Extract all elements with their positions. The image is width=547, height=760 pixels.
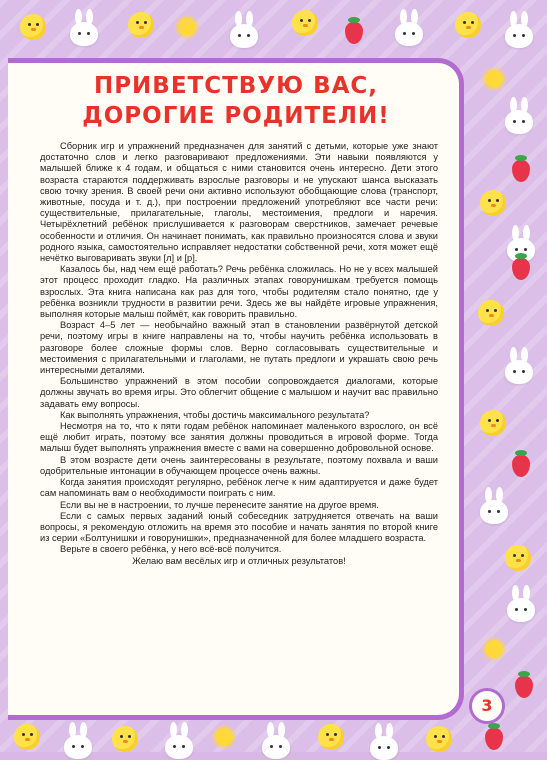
bunny-icon (64, 735, 92, 759)
bunny-icon (505, 360, 533, 384)
paragraph: Сборник игр и упражнений предназначен для занятий с детьми, которые уже знают достаточно слов и легко разговаривают предложениями. Эти навыки появляются у малышей ближе к 4 годам, и общаться с ними становится очень интересно. Дети этого возраста стараются поддерживать взрослые разговоры и не упускают шанса высказать свою точку зрения. В своей речи они активно используют обобщающие слова (транспорт, животные, посуда и т. д.), при построении предложений употребляют все части речи: существительные, прилагательные, глаголы, местоимения, предлоги и наречия. Четырёхлетний ребёнок прислушивается к разговорам сверстников, замечает речевые особенности и отличия. Он начинает понимать, как правильно произносятся слова и звуки родного языка, самостоятельно исправляет недостатки собственной речи, хотя может ещё нечётко выговаривать звуки [л] и [р]. (40, 141, 438, 264)
paragraph: Большинство упражнений в этом пособии сопровождается диалогами, которые должны звучать во время игры. Это облегчит общение с малышом и научит вас правильно задавать ему вопросы. (40, 376, 438, 409)
bunny-icon (165, 735, 193, 759)
title-line-2: ДОРОГИЕ РОДИТЕЛИ! (82, 103, 390, 129)
bunny-icon (370, 736, 398, 760)
paragraph: Как выполнять упражнения, чтобы достичь максимального результата? (60, 409, 370, 420)
bunny-icon (230, 24, 258, 48)
chick-icon (318, 724, 344, 750)
closing-line: Желаю вам весёлых игр и отличных результатов! (132, 555, 346, 566)
bunny-icon (507, 598, 535, 622)
paragraph: В этом возрасте дети очень заинтересованы в результате, поэтому похвала и ваши одобрительные интонации в обучающем процессе очень важны. (40, 454, 438, 476)
content-panel (8, 58, 464, 720)
chick-icon (455, 12, 481, 38)
bunny-icon (70, 22, 98, 46)
chick-icon (14, 724, 40, 750)
chick-icon (505, 545, 531, 571)
chick-icon (480, 190, 506, 216)
paragraph: Возраст 4–5 лет — необычайно важный этап в становлении развёрнутой детской речи, поэтому игры в книге направлены на то, чтобы научить ребёнка использовать в разговоре более сложные формы слов. Верно согласовывать существительные и местоимения с прилагательными и глаголами, не путать предлоги и украшать свою речь интересными деталями. (40, 320, 438, 376)
bunny-icon (395, 22, 423, 46)
paragraph: Казалось бы, над чем ещё работать? Речь ребёнка сложилась. Но не у всех малышей этот процесс проходит гладко. На различных этапах говорунишкам требуется помощь взрослых. Эта книга написана как раз для того, чтобы родителям стало понятно, где у ребёнка возникли трудности в развитии речи. Здесь же вы найдёте игровые упражнения, выполняя которые малыш поймёт, как говорить правильно. (40, 264, 438, 320)
bunny-icon (505, 110, 533, 134)
bunny-icon (505, 24, 533, 48)
paragraph: Если вы не в настроении, то лучше перенесите занятие на другое время. (60, 499, 379, 510)
chick-icon (426, 726, 452, 752)
sun-icon (178, 18, 196, 36)
chick-icon (480, 410, 506, 436)
paragraph: Несмотря на то, что к пяти годам ребёнок напоминает маленького взрослого, он всё ещё любит играть, поэтому все занятия должны проводиться в игровой форме. Тогда малыш будет выполнять упражнения вместе с вами на совершенно добровольной основе. (40, 421, 438, 454)
bunny-icon (480, 500, 508, 524)
chick-icon (292, 10, 318, 36)
paragraph: Когда занятия происходят регулярно, ребёнок легче к ним адаптируется и даже будет сам напоминать вам о необходимости поиграть с ним. (40, 477, 438, 499)
chick-icon (112, 726, 138, 752)
bunny-icon (262, 735, 290, 759)
page-title (28, 71, 444, 131)
chick-icon (128, 12, 154, 38)
title-line-1: ПРИВЕТСТВУЮ ВАС, (93, 73, 379, 99)
sun-icon (215, 728, 233, 746)
paragraph: Если с самых первых заданий юный собеседник затрудняется отвечать на ваши вопросы, я рекомендую отложить на время это пособие и начать занятия по второй книге из серии «Болтунишки и говорунишки», предназначенной для более младшего возраста. (40, 510, 438, 544)
sun-icon (485, 70, 503, 88)
chick-icon (20, 14, 46, 40)
paragraph: Верьте в своего ребёнка, у него всё-всё получится. (60, 544, 282, 555)
page-number-badge: 3 (469, 688, 505, 724)
body-text (40, 141, 438, 567)
sun-icon (485, 640, 503, 658)
chick-icon (478, 300, 504, 326)
